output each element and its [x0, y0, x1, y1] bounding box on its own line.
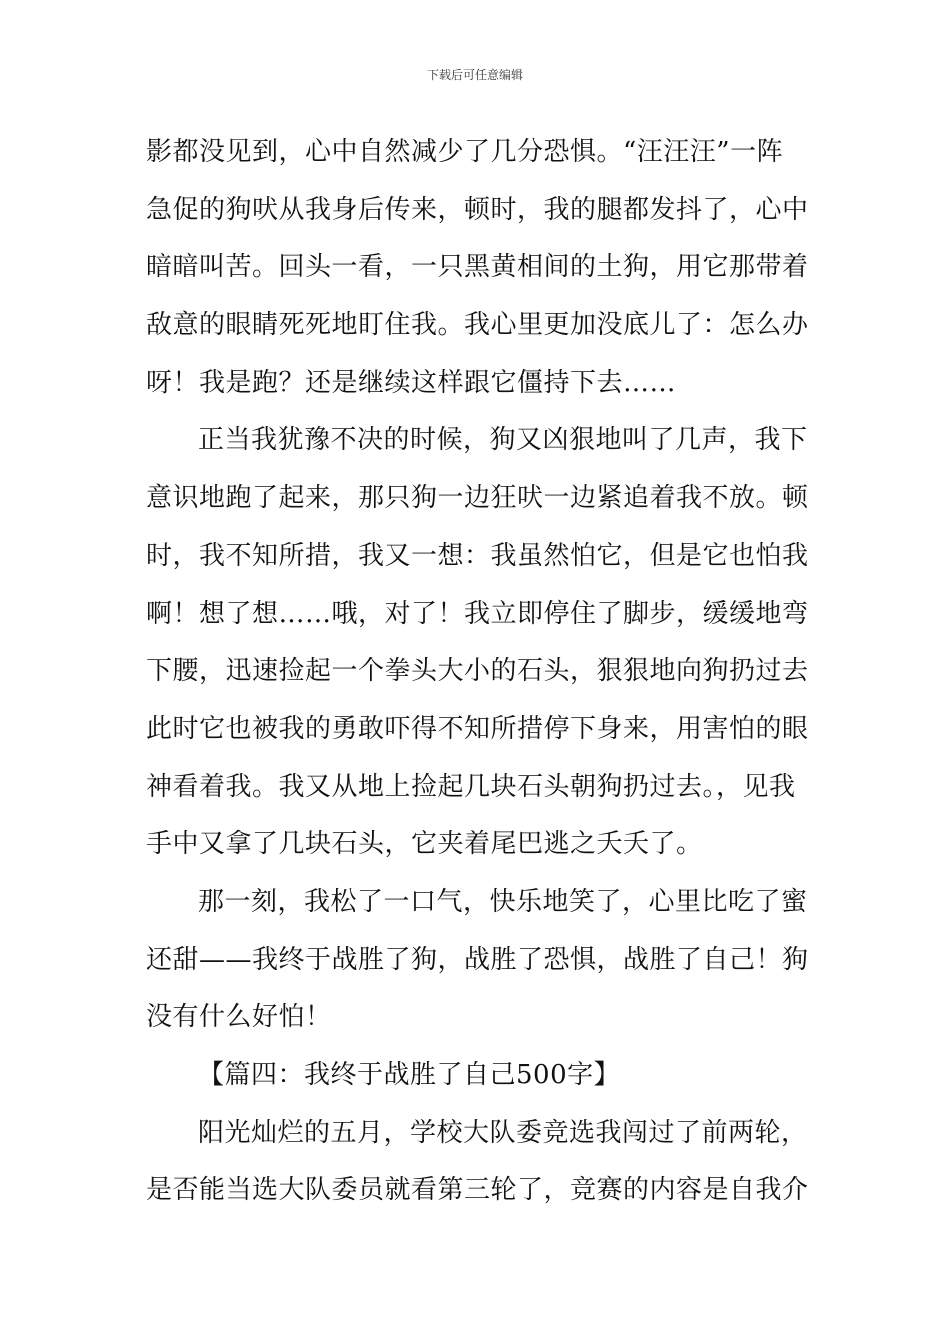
text-line: 下腰，迅速捡起一个拳头大小的石头，狠狠地向狗扔过去 [146, 656, 809, 687]
text-line: 神看着我。我又从地上捡起几块石头朝狗扔过去。，见我 [146, 771, 796, 802]
text-line: 影都没见到，心中自然减少了几分恐惧。“汪汪汪”一阵 [146, 137, 784, 167]
text-line: 还甜——我终于战胜了狗，战胜了恐惧，战胜了自己！狗 [146, 944, 809, 975]
text-line: 没有什么好怕！ [146, 1002, 332, 1033]
text-line: 急促的狗吠从我身后传来，顿时，我的腿都发抖了，心中 [146, 194, 809, 225]
text-line: 是否能当选大队委员就看第三轮了，竞赛的内容是自我介 [146, 1175, 809, 1206]
text-line: 呀！我是跑？还是继续这样跟它僵持下去…… [146, 367, 677, 398]
text-line: 暗暗叫苦。回头一看，一只黑黄相间的土狗，用它那带着 [146, 252, 809, 283]
text-line: 意识地跑了起来，那只狗一边狂吠一边紧追着我不放。顿 [146, 483, 809, 514]
text-line: 时，我不知所措，我又一想：我虽然怕它，但是它也怕我 [146, 540, 809, 571]
text-line: 此时它也被我的勇敢吓得不知所措停下身来，用害怕的眼 [146, 713, 809, 744]
paragraph-first-line: 正当我犹豫不决的时候，狗又凶狠地叫了几声，我下 [198, 425, 808, 456]
text-line: 啊！想了想……哦，对了！我立即停住了脚步，缓缓地弯 [146, 598, 809, 629]
page-header: 下载后可任意编辑 [426, 68, 523, 82]
document-body [146, 124, 812, 1220]
section-heading: 【篇四：我终于战胜了自己500字】 [198, 1060, 621, 1090]
text-line: 手中又拿了几块石头，它夹着尾巴逃之夭夭了。 [146, 829, 703, 860]
text-line: 敌意的眼睛死死地盯住我。我心里更加没底儿了：怎么办 [146, 310, 809, 341]
paragraph-first-line: 阳光灿烂的五月，学校大队委竞选我闯过了前两轮， [198, 1117, 808, 1148]
paragraph-first-line: 那一刻，我松了一口气，快乐地笑了，心里比吃了蜜 [198, 886, 808, 917]
